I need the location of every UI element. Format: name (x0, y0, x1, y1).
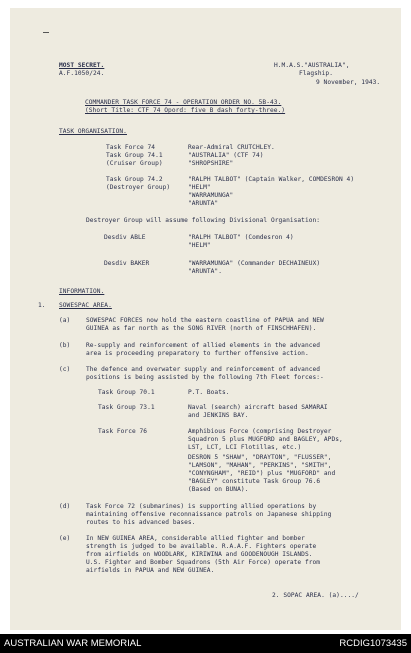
desdiv-able-name: Desdiv ABLE (104, 234, 146, 241)
para-e-line4: U.S. Fighter and Bomber Squadrons (5th Air Force) operate from (86, 559, 321, 566)
org-left-4: (Destroyer Group) (106, 184, 171, 191)
desdiv-baker-line2: "ARUNTA". (188, 268, 222, 275)
org-right-6: "ARUNTA" (188, 200, 219, 207)
org-right-3: "RALPH TALBOT" (Captain Walker, COMDESRON 4) (188, 176, 355, 183)
reference-number: A.F.1050/24. (59, 70, 105, 77)
org-left-3: Task Group 74.2 (106, 176, 163, 183)
order-title: COMMANDER TASK FORCE 74 - OPERATION ORDER NO. 5B-43. (85, 99, 282, 106)
para-e-line3: from airfields on WOODLARK, KIRIWINA and GOODENOUGH ISLANDS. (86, 551, 313, 558)
org-left-2: (Cruiser Group) (106, 160, 163, 167)
ship-name: H.M.A.S."AUSTRALIA", (274, 62, 350, 69)
force-name-2: Task Force 76 (98, 428, 148, 435)
para-b-line2: area is proceeding preparatory to further offensive action. (86, 350, 309, 357)
continuation-note: 2. SOPAC AREA. (a)..../ (272, 592, 359, 599)
divisional-intro: Destroyer Group will assume following Divisional Organisation: (86, 217, 321, 224)
desdiv-baker-name: Desdiv BAKER (104, 260, 150, 267)
flagship-label: Flagship. (299, 70, 333, 77)
org-right-5: "WARRAMUNGA" (188, 192, 234, 199)
item-number: 1. (38, 302, 46, 309)
para-c-line2: positions is being assisted by the following 7th Fleet forces:- (86, 374, 324, 381)
document-date: 9 November, 1943. (316, 79, 381, 86)
para-d-line1: Task Force 72 (submarines) is supporting allied operations by (86, 503, 317, 510)
force-line-2-1: Squadron 5 plus MUGFORD and BAGLEY, APDs, (188, 436, 343, 443)
para-e-line1: In NEW GUINEA AREA, considerable allied fighter and bomber (86, 535, 305, 542)
para-b-line1: Re-supply and reinforcement of allied elements in the advanced (86, 342, 321, 349)
org-left-0: Task Force 74 (106, 144, 156, 151)
force-line-2-7: (Based on BUNA). (188, 486, 249, 493)
org-right-1: "AUSTRALIA" (CTF 74) (188, 152, 264, 159)
archive-record-id: RCDIG1073435 (339, 638, 407, 649)
para-e-line2: strength is judged to be available. R.A.A.F. Fighters operate (86, 543, 317, 550)
force-line-1-0: Naval (search) aircraft based SAMARAI (188, 404, 328, 411)
punch-mark (43, 32, 49, 33)
desdiv-able-line2: "HELM" (188, 242, 211, 249)
force-line-2-4: "LAMSON", "MAHAN", "PERKINS", "SMITH", (188, 462, 332, 469)
force-line-1-1: and JENKINS BAY. (188, 412, 249, 419)
para-e-label: (e) (59, 535, 71, 542)
org-right-0: Rear-Admiral CRUTCHLEY. (188, 144, 275, 151)
para-a-line2: GUINEA as far north as the SONG RIVER (north of FINSCHHAFEN). (86, 325, 317, 332)
desdiv-baker-line1: "WARRAMUNGA" (Commander DECHAINEUX) (188, 260, 321, 267)
force-line-0-0: P.T. Boats. (188, 389, 230, 396)
desdiv-able-line1: "RALPH TALBOT" (Comdesron 4) (188, 234, 294, 241)
archive-footer-bar (0, 634, 411, 653)
org-right-4: "HELM" (188, 184, 211, 191)
order-short-title: (Short Title: CTF 74 Opord: five B dash forty-three.) (85, 107, 286, 114)
org-right-2: "SHROPSHIRE" (188, 160, 234, 167)
para-d-line2: maintaining offensive reconnaissance patrols on Japanese shipping (86, 511, 332, 518)
para-a-line1: SOWESPAC FORCES now hold the eastern coastline of PAPUA and NEW (86, 317, 324, 324)
task-org-heading: TASK ORGANISATION. (59, 128, 127, 135)
force-line-2-2: LST, LCT, LCI Flotillas, etc.) (188, 444, 302, 451)
para-e-line5: airfields in PAPUA and NEW GUINEA. (86, 567, 215, 574)
sowespac-heading: SOWESPAC AREA. (59, 302, 112, 309)
force-name-0: Task Group 70.1 (98, 389, 155, 396)
para-d-label: (d) (59, 503, 71, 510)
force-line-2-3: DESRON 5 "SHAW", "DRAYTON", "FLUSSER", (188, 454, 332, 461)
force-line-2-5: "CONYNGHAM", "REID") plus "MUGFORD" and (188, 470, 336, 477)
force-line-2-0: Amphibious Force (comprising Destroyer (188, 428, 332, 435)
org-left-1: Task Group 74.1 (106, 152, 163, 159)
archive-name: AUSTRALIAN WAR MEMORIAL (4, 638, 142, 649)
para-d-line3: routes to his advanced bases. (86, 519, 196, 526)
para-a-label: (a) (59, 317, 71, 324)
para-c-label: (c) (59, 366, 71, 373)
document-page (10, 8, 401, 630)
force-name-1: Task Group 73.1 (98, 404, 155, 411)
force-line-2-6: "BAGLEY" constitute Task Group 76.6 (188, 478, 321, 485)
para-b-label: (b) (59, 342, 71, 349)
classification: MOST SECRET. (59, 62, 105, 69)
information-heading: INFORMATION. (59, 288, 105, 295)
para-c-line1: The defence and overwater supply and reinforcement of advanced (86, 366, 321, 373)
